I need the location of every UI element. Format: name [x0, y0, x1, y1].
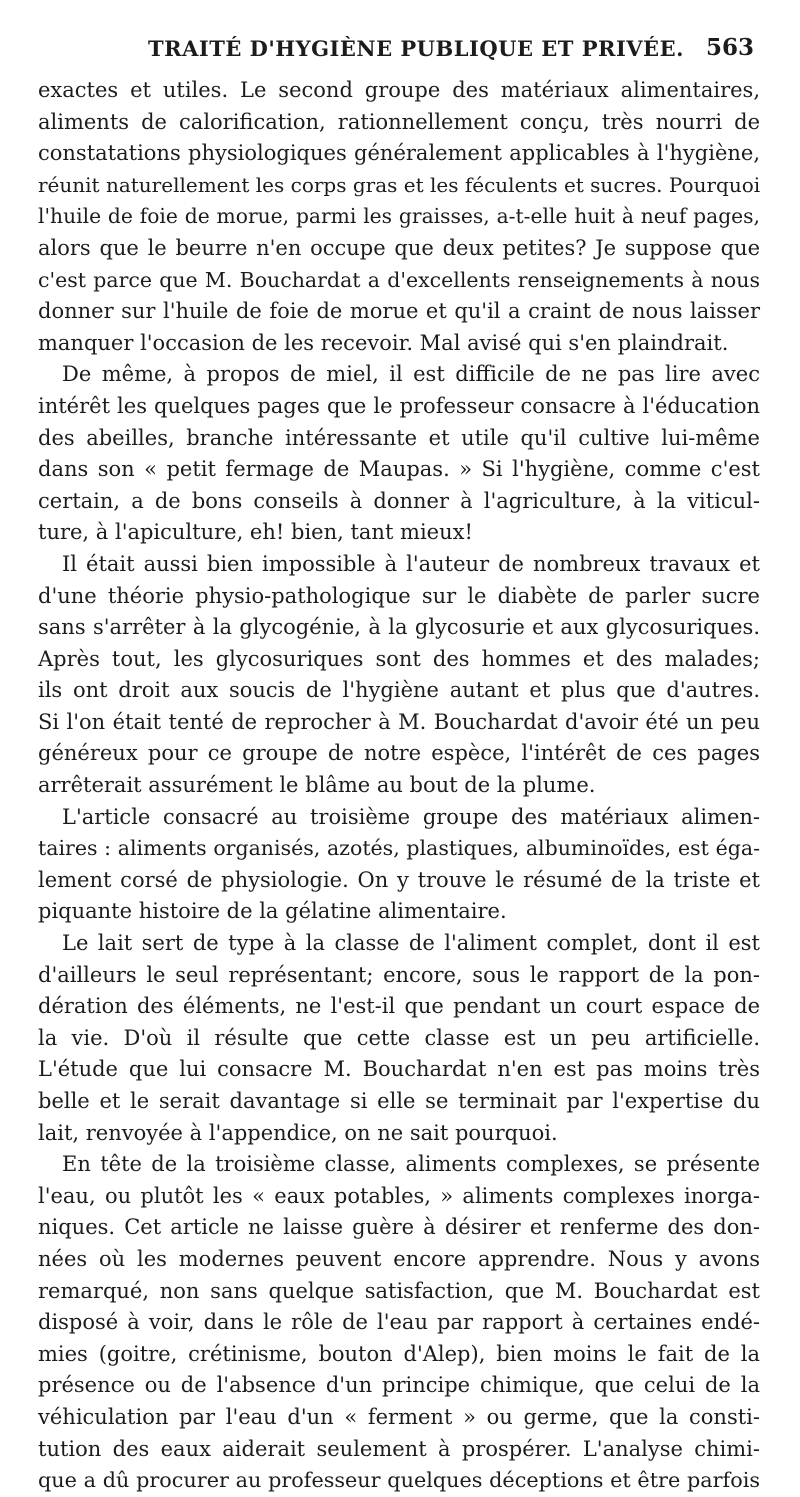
text-line: constatations physiologiques généralement applicables à l'hygiène,	[38, 141, 760, 166]
text-line: L'étude que lui consacre M. Bouchardat n'en est pas moins très	[38, 1057, 760, 1082]
text-line: l'eau, ou plutôt les « eaux potables, » aliments complexes inorga-	[38, 1183, 760, 1208]
text-line: De même, à propos de miel, il est difficile de ne pas lire avec	[62, 362, 760, 387]
text-line: piquante histoire de la gélatine alimentaire.	[38, 899, 507, 924]
text-line: présence ou de l'absence d'un principe chimique, que celui de la	[38, 1373, 760, 1398]
text-line: véhiculation par l'eau d'un « ferment » ou germe, que la consti-	[38, 1404, 760, 1429]
text-line: Si l'on était tenté de reprocher à M. Bouchardat d'avoir été un peu	[38, 709, 760, 734]
text-line: nées où les modernes peuvent encore apprendre. Nous y avons	[38, 1246, 760, 1271]
text-line: c'est parce que M. Bouchardat a d'excellents renseignements à nous	[38, 267, 760, 292]
text-line: d'ailleurs le seul représentant; encore, sous le rapport de la pon-	[38, 962, 760, 987]
text-line: aliments de calorification, rationnellement conçu, très nourri de	[38, 109, 760, 134]
text-line: dans son « petit fermage de Maupas. » Si l'hygiène, comme c'est	[38, 457, 760, 482]
text-line: belle et le serait davantage si elle se terminait par l'expertise du	[38, 1089, 760, 1113]
text-line: dération des éléments, ne l'est-il que pendant un court espace de	[38, 994, 760, 1019]
text-line: arrêterait assurément le blâme au bout de la plume.	[38, 773, 596, 798]
text-line: L'article consacré au troisième groupe des matériaux alimen-	[62, 804, 760, 829]
text-line: certain, a de bons conseils à donner à l'agriculture, à la viticul-	[38, 488, 760, 513]
text-line: disposé à voir, dans le rôle de l'eau par rapport à certaines endé-	[38, 1310, 760, 1335]
text-line: que a dû procurer au professeur quelques déceptions et être parfois	[38, 1468, 760, 1493]
body-text	[38, 75, 760, 1497]
text-line: Après tout, les glycosuriques sont des hommes et des malades;	[38, 646, 760, 671]
text-line: En tête de la troisième classe, aliments complexes, se présente	[62, 1152, 760, 1177]
text-line: généreux pour ce groupe de notre espèce, l'intérêt de ces pages	[38, 741, 760, 766]
running-title: TRAITÉ D'HYGIÈNE PUBLIQUE ET PRIVÉE.	[148, 36, 684, 61]
text-line: réunit naturellement les corps gras et les féculents et sucres. Pourquoi	[38, 172, 761, 197]
text-line: Il était aussi bien impossible à l'auteur de nombreux travaux et	[62, 551, 760, 576]
text-line: donner sur l'huile de foie de morue et qu'il a craint de nous laisser	[38, 299, 760, 324]
page-header	[0, 30, 800, 66]
text-line: exactes et utiles. Le second groupe des matériaux alimentaires,	[38, 78, 760, 102]
text-line: des abeilles, branche intéressante et utile qu'il cultive lui-même	[38, 425, 760, 450]
text-line: tution des eaux aiderait seulement à prospérer. L'analyse chimi-	[38, 1436, 760, 1461]
text-line: intérêt les quelques pages que le professeur consacre à l'éducation	[38, 393, 760, 418]
text-line: alors que le beurre n'en occupe que deux petites? Je suppose que	[38, 235, 760, 260]
text-line: remarqué, non sans quelque satisfaction, que M. Bouchardat est	[38, 1278, 760, 1303]
text-line: taires : aliments organisés, azotés, plastiques, albuminoïdes, est éga-	[38, 836, 760, 861]
text-line: ils ont droit aux soucis de l'hygiène autant et plus que d'autres.	[38, 678, 760, 703]
text-line: niques. Cet article ne laisse guère à désirer et renferme des don-	[38, 1215, 760, 1240]
text-line: manquer l'occasion de les recevoir. Mal avisé qui s'en plaindrait.	[38, 330, 729, 355]
text-line: lait, renvoyée à l'appendice, on ne sait pourquoi.	[38, 1120, 558, 1145]
text-line: Le lait sert de type à la classe de l'aliment complet, dont il est	[62, 931, 760, 956]
page-number: 563	[705, 34, 754, 61]
text-line: mies (goitre, crétinisme, bouton d'Alep), bien moins le fait de la	[38, 1341, 760, 1366]
text-line: la vie. D'où il résulte que cette classe est un peu artificielle.	[38, 1025, 760, 1050]
text-line: ture, à l'apiculture, eh! bien, tant mieux!	[38, 520, 473, 545]
text-line: l'huile de foie de morue, parmi les graisses, a-t-elle huit à neuf pages,	[38, 204, 760, 229]
text-line: sans s'arrêter à la glycogénie, à la glycosurie et aux glycosuriques.	[38, 615, 760, 640]
text-line: d'une théorie physio-pathologique sur le diabète de parler sucre	[38, 583, 760, 608]
text-line: lement corsé de physiologie. On y trouve le résumé de la triste et	[38, 867, 760, 892]
